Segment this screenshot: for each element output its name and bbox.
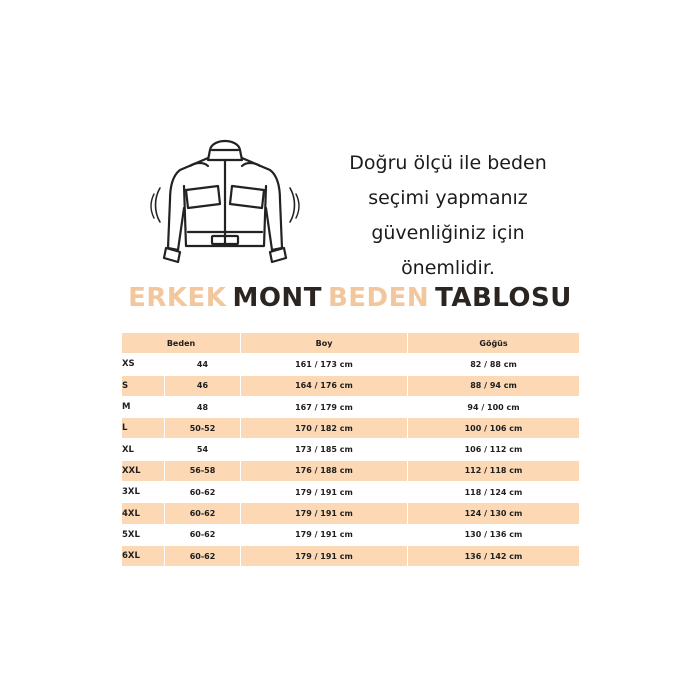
boy-cell: 176 / 188 cm <box>241 460 408 481</box>
table-row <box>122 354 580 375</box>
gogus-cell: 136 / 142 cm <box>408 545 580 566</box>
eu-size-cell: 60-62 <box>165 503 241 524</box>
table-row <box>122 396 580 417</box>
table-header-row <box>122 333 580 354</box>
eu-size-cell: 60-62 <box>165 482 241 503</box>
intro-line: seçimi yapmanız <box>368 187 528 209</box>
eu-size-cell: 60-62 <box>165 545 241 566</box>
eu-size-cell: 56-58 <box>165 460 241 481</box>
boy-cell: 161 / 173 cm <box>241 354 408 375</box>
size-cell: 5XL <box>122 524 165 545</box>
gogus-cell: 124 / 130 cm <box>408 503 580 524</box>
boy-cell: 179 / 191 cm <box>241 482 408 503</box>
title-word-beden: BEDEN <box>327 283 430 313</box>
boy-cell: 173 / 185 cm <box>241 439 408 460</box>
boy-cell: 164 / 176 cm <box>241 375 408 396</box>
title-word-erkek: ERKEK <box>128 283 227 313</box>
size-table <box>121 332 580 567</box>
boy-cell: 170 / 182 cm <box>241 418 408 439</box>
intro-line: önemlidir. <box>401 257 495 279</box>
table-row <box>122 545 580 566</box>
gogus-cell: 88 / 94 cm <box>408 375 580 396</box>
table-row <box>122 503 580 524</box>
eu-size-cell: 44 <box>165 354 241 375</box>
size-cell: 6XL <box>122 545 165 566</box>
boy-cell: 167 / 179 cm <box>241 396 408 417</box>
eu-size-cell: 54 <box>165 439 241 460</box>
intro-text <box>318 146 578 286</box>
table-row <box>122 482 580 503</box>
eu-size-cell: 48 <box>165 396 241 417</box>
table-row <box>122 460 580 481</box>
size-cell: M <box>122 396 165 417</box>
table-row <box>122 439 580 460</box>
gogus-cell: 112 / 118 cm <box>408 460 580 481</box>
size-cell: XS <box>122 354 165 375</box>
size-cell: XL <box>122 439 165 460</box>
header-beden: Beden <box>122 333 241 354</box>
gogus-cell: 82 / 88 cm <box>408 354 580 375</box>
boy-cell: 179 / 191 cm <box>241 524 408 545</box>
header-boy: Boy <box>241 333 408 354</box>
table-row <box>122 375 580 396</box>
intro-line: güvenliğiniz için <box>371 222 525 244</box>
gogus-cell: 100 / 106 cm <box>408 418 580 439</box>
jacket-icon <box>150 128 300 278</box>
gogus-cell: 106 / 112 cm <box>408 439 580 460</box>
boy-cell: 179 / 191 cm <box>241 503 408 524</box>
eu-size-cell: 60-62 <box>165 524 241 545</box>
gogus-cell: 118 / 124 cm <box>408 482 580 503</box>
size-cell: S <box>122 375 165 396</box>
table-row <box>122 524 580 545</box>
table-row <box>122 418 580 439</box>
title-word-tablosu: TABLOSU <box>435 283 572 313</box>
boy-cell: 179 / 191 cm <box>241 545 408 566</box>
title-word-mont: MONT <box>232 283 322 313</box>
size-cell: 4XL <box>122 503 165 524</box>
size-cell: 3XL <box>122 482 165 503</box>
size-cell: XXL <box>122 460 165 481</box>
gogus-cell: 94 / 100 cm <box>408 396 580 417</box>
size-cell: L <box>122 418 165 439</box>
intro-line: Doğru ölçü ile beden <box>349 152 547 174</box>
eu-size-cell: 46 <box>165 375 241 396</box>
page-title <box>0 283 700 313</box>
eu-size-cell: 50-52 <box>165 418 241 439</box>
header-gogus: Göğüs <box>408 333 580 354</box>
gogus-cell: 130 / 136 cm <box>408 524 580 545</box>
